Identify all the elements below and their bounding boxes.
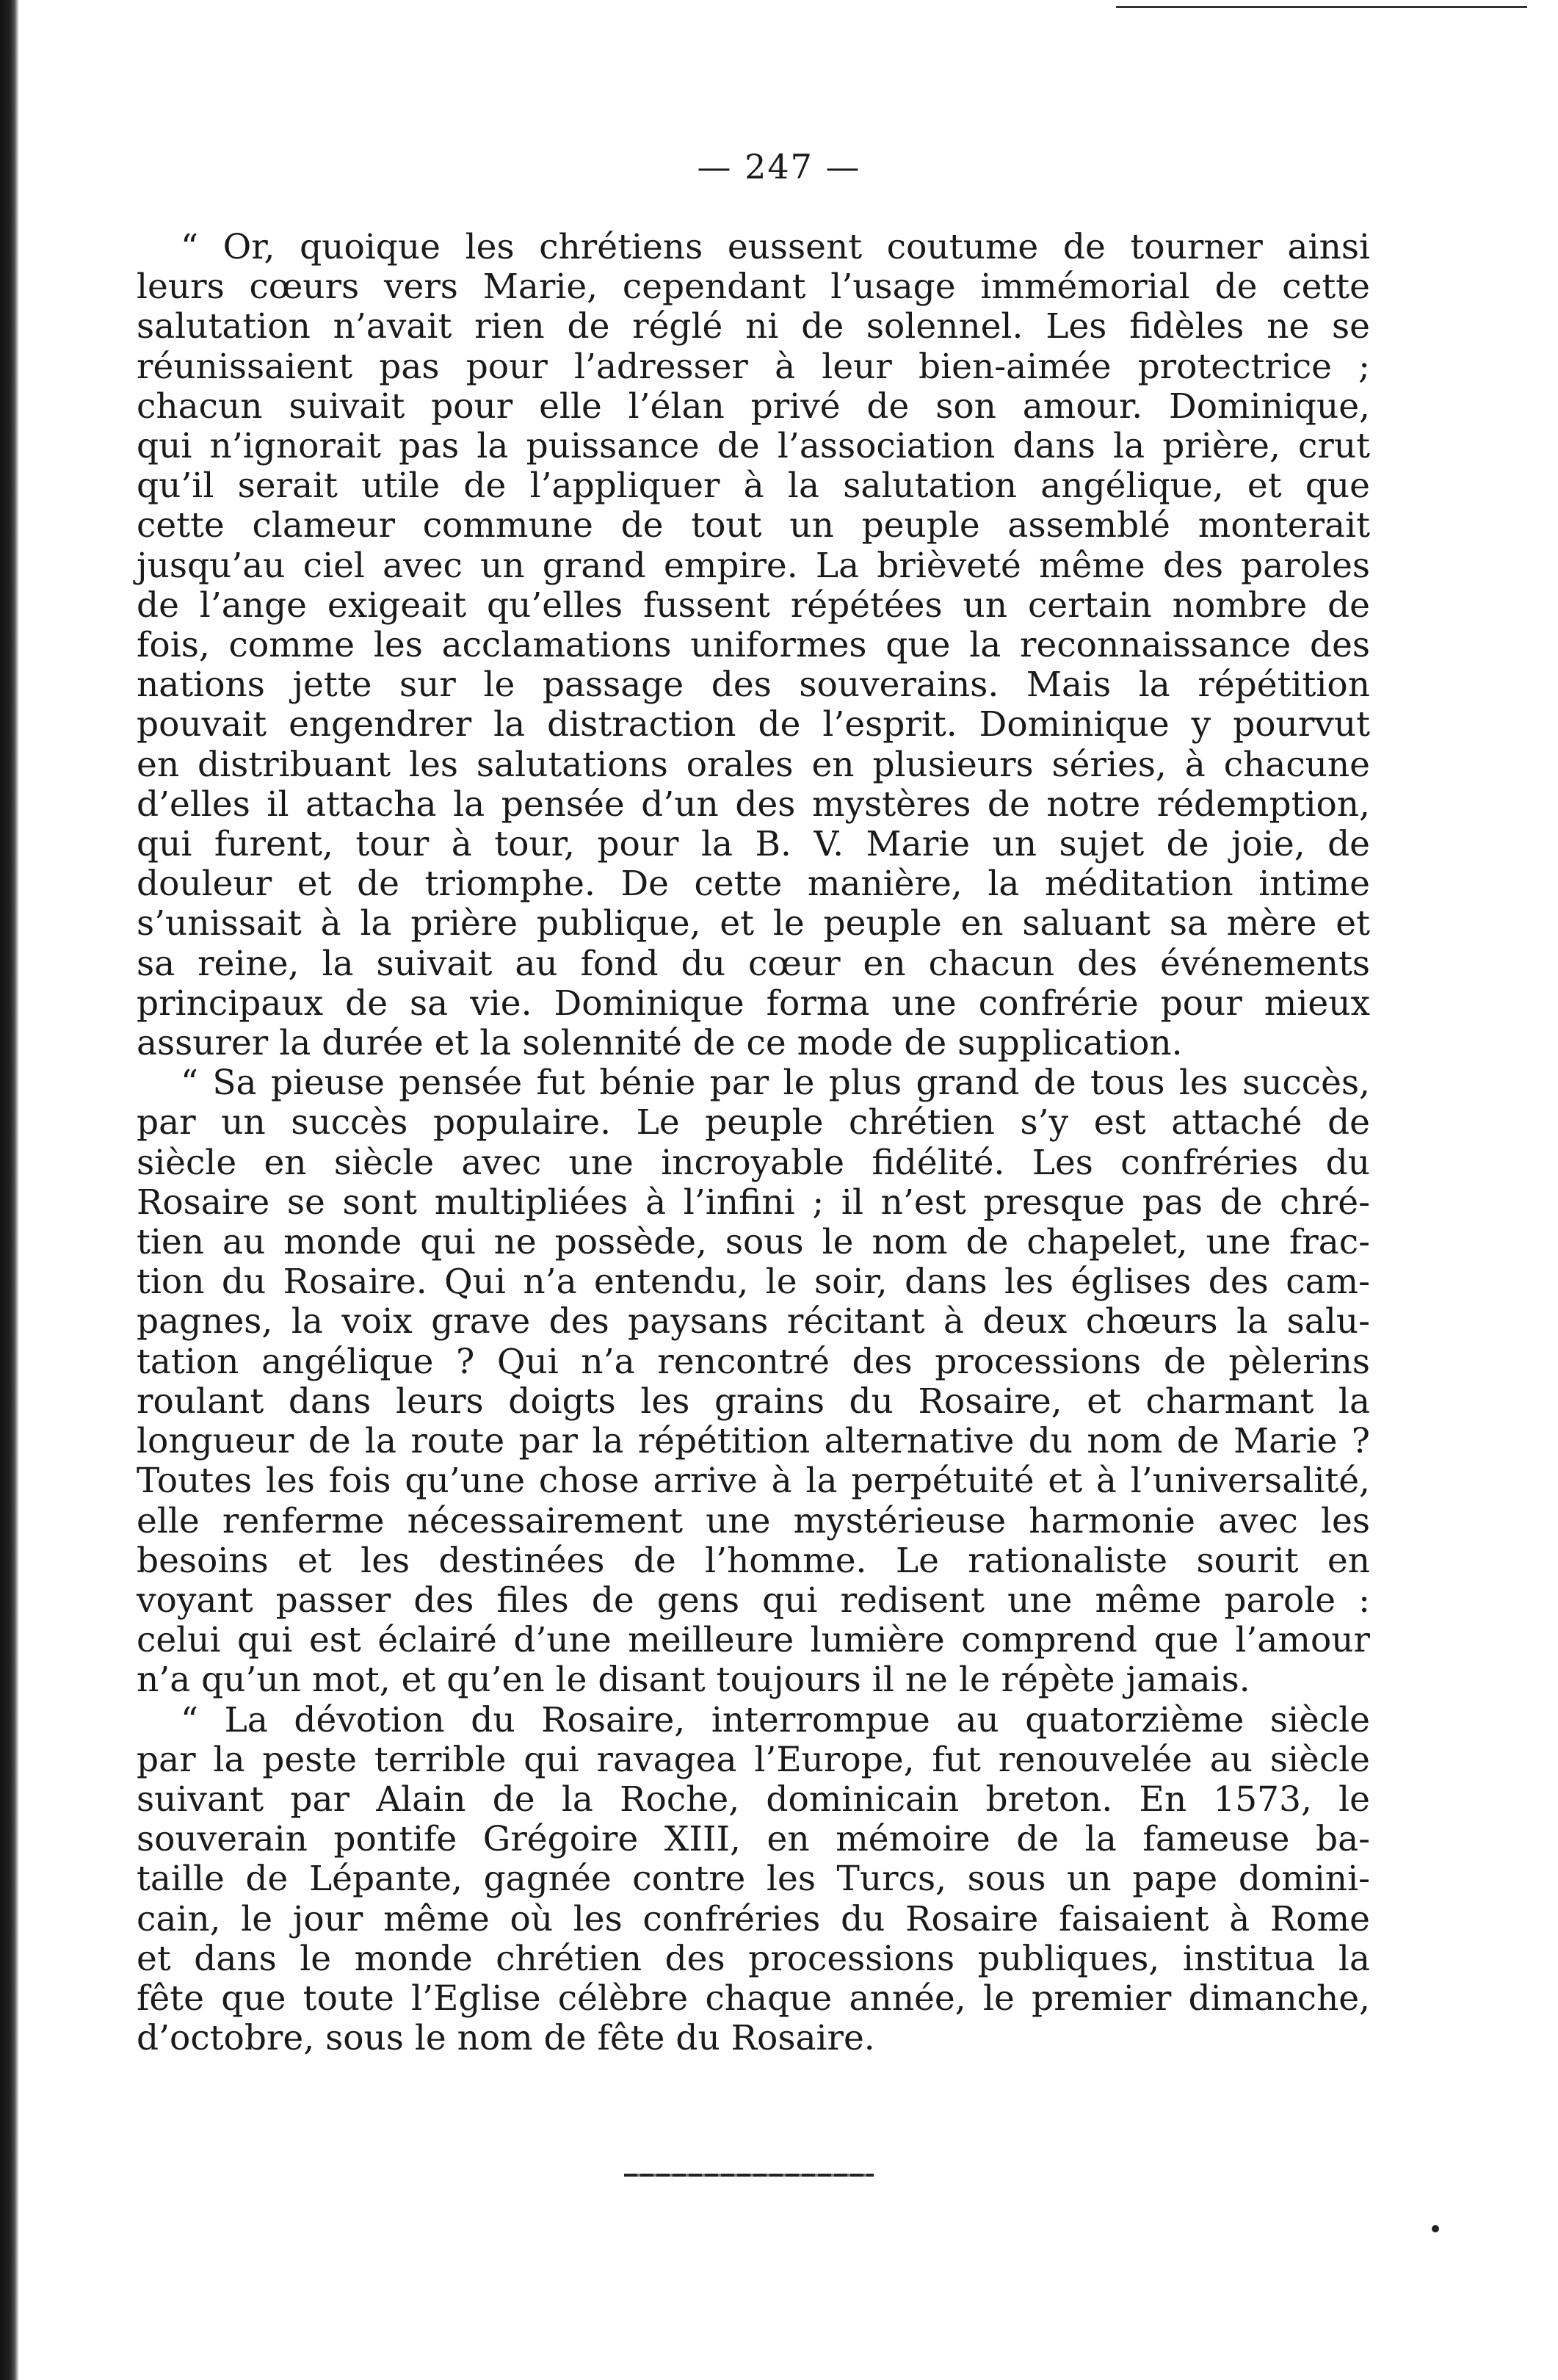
text-line: de l’ange exigeait qu’elles fussent répétées un certain nombre de [137,585,1370,626]
text-line: Toutes les fois qu’une chose arrive à la perpétuité et à l’universalité, [137,1461,1370,1502]
text-line: celui qui est éclairé d’une meilleure lumière comprend que l’amour [137,1620,1370,1661]
text-line: cain, le jour même où les confréries du Rosaire faisaient à Rome [137,1898,1370,1939]
binding-edge [0,0,19,2380]
text-line: salutation n’avait rien de réglé ni de solennel. Les fidèles ne se [137,306,1370,347]
paragraph [137,228,1370,1063]
text-line: cette clameur commune de tout un peuple assemblé monterait [137,505,1370,546]
top-rule [1116,6,1527,8]
text-line: roulant dans leurs doigts les grains du Rosaire, et charmant la [137,1381,1370,1422]
text-line: Rosaire se sont multipliées à l’infini ; il n’est presque pas de chré- [137,1182,1370,1223]
text-line: taille de Lépante, gagnée contre les Turcs, sous un pape domini- [137,1859,1370,1900]
text-line: réunissaient pas pour l’adresser à leur bien-aimée protectrice ; [137,346,1370,387]
text-line: fête que toute l’Eglise célèbre chaque année, le premier dimanche, [137,1978,1370,2019]
section-end-rule [624,2174,874,2177]
text-line: souverain pontife Grégoire XIII, en mémoire de la fameuse ba- [137,1819,1370,1860]
text-line: besoins et les destinées de l’homme. Le rationaliste sourit en [137,1540,1370,1581]
text-line: qui n’ignorait pas la puissance de l’association dans la prière, crut [137,426,1370,467]
text-line: et dans le monde chrétien des processions publiques, institua la [137,1938,1370,1979]
text-line: voyant passer des files de gens qui redisent une même parole : [137,1580,1370,1621]
text-line: tation angélique ? Qui n’a rencontré des processions de pèlerins [137,1341,1370,1382]
text-line: d’octobre, sous le nom de fête du Rosaire. [137,2018,875,2059]
text-line: en distribuant les salutations orales en plusieurs séries, à chacune [137,744,1370,785]
page-number: — 247 — [697,147,861,187]
text-line: n’a qu’un mot, et qu’en le disant toujours il ne le répète jamais. [137,1660,1250,1701]
text-line: fois, comme les acclamations uniformes que la reconnaissance des [137,625,1370,666]
text-line: tion du Rosaire. Qui n’a entendu, le soir, dans les églises des cam- [137,1262,1370,1303]
text-line: “ La dévotion du Rosaire, interrompue au quatorzième siècle [181,1699,1370,1740]
text-line: s’unissait à la prière publique, et le peuple en saluant sa mère et [137,903,1370,944]
text-line: par un succès populaire. Le peuple chrétien s’y est attaché de [137,1102,1370,1143]
text-line: principaux de sa vie. Dominique forma une confrérie pour mieux [137,983,1370,1024]
text-line: chacun suivait pour elle l’élan privé de son amour. Dominique, [137,386,1370,427]
text-line: d’elles il attacha la pensée d’un des mystères de notre rédemption, [137,784,1370,825]
text-line: sa reine, la suivait au fond du cœur en chacun des événements [137,943,1370,984]
text-line: siècle en siècle avec une incroyable fidélité. Les confréries du [137,1142,1370,1183]
text-line: “ Or, quoique les chrétiens eussent coutume de tourner ainsi [181,227,1370,267]
ink-speck [1432,2225,1439,2232]
text-line: leurs cœurs vers Marie, cependant l’usage immémorial de cette [137,267,1370,308]
text-line: assurer la durée et la solennité de ce mode de supplication. [137,1023,1183,1064]
text-line: pouvait engendrer la distraction de l’esprit. Dominique y pourvut [137,704,1370,745]
text-line: tien au monde qui ne possède, sous le nom de chapelet, une frac- [137,1222,1370,1263]
text-line: elle renferme nécessairement une mystérieuse harmonie avec les [137,1500,1370,1541]
text-line: par la peste terrible qui ravagea l’Europe, fut renouvelée au siècle [137,1739,1370,1780]
paragraph [137,1063,1370,1700]
text-line: nations jette sur le passage des souverains. Mais la répétition [137,665,1370,706]
text-line: jusqu’au ciel avec un grand empire. La brièveté même des paroles [137,545,1370,586]
paragraph [137,1701,1370,2059]
text-block [137,228,1370,2058]
text-line: suivant par Alain de la Roche, dominicain breton. En 1573, le [137,1779,1370,1820]
text-line: douleur et de triomphe. De cette manière, la méditation intime [137,864,1370,905]
text-line: pagnes, la voix grave des paysans récitant à deux chœurs la salu- [137,1301,1370,1342]
text-line: qu’il serait utile de l’appliquer à la salutation angélique, et que [137,466,1370,507]
text-line: “ Sa pieuse pensée fut bénie par le plus grand de tous les succès, [181,1063,1370,1104]
text-line: longueur de la route par la répétition alternative du nom de Marie ? [137,1421,1370,1462]
text-line: qui furent, tour à tour, pour la B. V. Marie un sujet de joie, de [137,824,1370,865]
